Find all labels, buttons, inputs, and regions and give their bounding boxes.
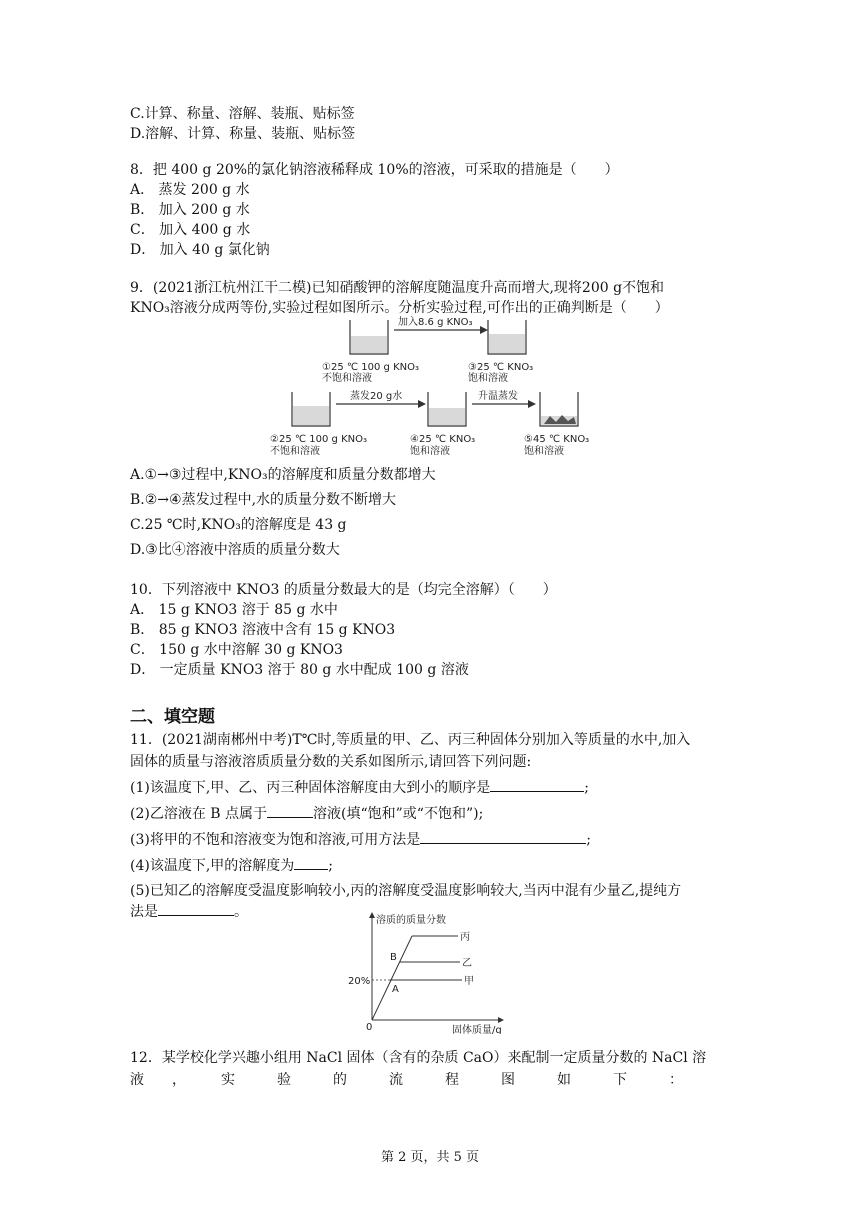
q10-option-b: B． 85 g KNO3 溶液中含有 15 g KNO3 — [130, 622, 396, 638]
q11-part-1 — [130, 777, 589, 798]
q11-part-2-blank[interactable] — [267, 803, 313, 818]
point-a-label: A — [392, 984, 399, 995]
beaker-4-label-1: ④25 ℃ KNO₃ — [410, 434, 476, 445]
x-axis-label: 固体质量/g — [452, 1025, 502, 1034]
option-c-prev: C.计算、称量、溶解、装瓶、贴标签 — [130, 106, 355, 122]
arrow-3-label: 升温蒸发 — [478, 391, 518, 402]
q11-graph — [340, 910, 520, 1034]
q9-option-d: D.③比④溶液中溶质的质量分数大 — [130, 542, 340, 558]
origin-label: 0 — [366, 1022, 373, 1033]
q11-part-4-blank[interactable] — [294, 855, 328, 870]
q11-part-3-text: (3)将甲的不饱和溶液变为饱和溶液,可用方法是 — [130, 832, 421, 848]
option-d-prev: D.溶解、计算、称量、装瓶、贴标签 — [130, 126, 356, 142]
beaker-2 — [292, 392, 330, 426]
q12-line-1: 12．某学校化学兴趣小组用 NaCl 固体（含有的杂质 CaO）来配制一定质量分数的 NaCl 溶 — [130, 1050, 707, 1066]
q8-option-b: B． 加入 200 g 水 — [130, 202, 250, 218]
q10-option-a: A． 15 g KNO3 溶于 85 g 水中 — [130, 602, 338, 618]
q11-part-3 — [130, 829, 591, 850]
beaker-5 — [540, 392, 578, 426]
beaker-3-label-2: 饱和溶液 — [468, 373, 508, 384]
q9-option-b: B.②→④蒸发过程中,水的质量分数不断增大 — [130, 492, 397, 508]
q11-part-2-text-a: (2)乙溶液在 B 点属于 — [130, 806, 268, 822]
point-b-label: B — [390, 952, 397, 963]
q11-part-5-blank[interactable] — [158, 901, 234, 916]
q11-part-5a: (5)已知乙的溶解度受温度影响较小,丙的溶解度受温度影响较大,当丙中混有少量乙,提纯方 — [130, 883, 682, 899]
q11-part-3-end: ; — [586, 832, 591, 848]
q11-stem-1: 11．(2021湖南郴州中考)T℃时,等质量的甲、乙、丙三种固体分别加入等质量的水中,加入 — [130, 732, 691, 748]
q11-part-4 — [130, 855, 333, 876]
beaker-2-label-2: 不饱和溶液 — [270, 446, 320, 457]
q12-line-2: 液 ， 实 验 的 流 程 图 如 下 ： — [130, 1072, 683, 1088]
q11-part-4-end: ; — [328, 858, 333, 874]
beaker-3 — [488, 320, 526, 354]
y-tick-20: 20% — [348, 976, 371, 987]
label-bing: 丙 — [460, 932, 470, 943]
q8-option-d: D． 加入 40 g 氯化钠 — [130, 242, 270, 258]
label-jia: 甲 — [464, 976, 474, 987]
q11-part-2 — [130, 803, 483, 824]
q8-stem: 8．把 400 g 20%的氯化钠溶液稀释成 10%的溶液，可采取的措施是（ ） — [130, 162, 619, 178]
beaker-5-label-2: 饱和溶液 — [524, 446, 564, 457]
beaker-4-label-2: 饱和溶液 — [410, 446, 450, 457]
arrow-2-label: 蒸发20 g水 — [350, 391, 403, 402]
q11-stem-2: 固体的质量与溶液溶质质量分数的关系如图所示,请回答下列问题: — [130, 754, 532, 770]
q11-part-2-text-b: 溶液(填“饱和”或“不饱和”); — [313, 806, 484, 822]
beaker-1-label-1: ①25 ℃ 100 g KNO₃ — [322, 362, 419, 373]
q11-part-5b-text: 法是 — [130, 904, 158, 920]
beaker-2-label-1: ②25 ℃ 100 g KNO₃ — [270, 434, 367, 445]
beaker-1-label-2: 不饱和溶液 — [322, 373, 372, 384]
q11-part-4-text: (4)该温度下,甲的溶解度为 — [130, 858, 295, 874]
beaker-4 — [428, 392, 466, 426]
y-axis-label: 溶质的质量分数 — [376, 915, 446, 926]
q8-option-a: A． 蒸发 200 g 水 — [130, 182, 250, 198]
q11-part-5-end: 。 — [234, 904, 248, 920]
arrow-1-label: 加入8.6 g KNO₃ — [398, 317, 473, 328]
q9-option-c: C.25 ℃时,KNO₃的溶解度是 43 g — [130, 517, 347, 533]
q11-part-1-blank[interactable] — [490, 777, 584, 792]
section-heading: 二、填空题 — [130, 707, 215, 727]
q10-stem: 10．下列溶液中 KNO3 的质量分数最大的是（均完全溶解）（ ） — [130, 582, 557, 598]
q9-stem-1: 9．(2021浙江杭州江干二模)已知硝酸钾的溶解度随温度升高而增大,现将200 g不饱和 — [130, 280, 665, 296]
curve-bing-rise — [372, 936, 412, 1020]
page-footer: 第 2 页，共 5 页 — [380, 1150, 480, 1165]
q11-part-5b — [130, 901, 248, 922]
q10-option-c: C． 150 g 水中溶解 30 g KNO3 — [130, 642, 343, 658]
q10-option-d: D． 一定质量 KNO3 溶于 80 g 水中配成 100 g 溶液 — [130, 662, 469, 678]
q9-experiment-figure — [260, 312, 620, 462]
label-yi: 乙 — [462, 958, 472, 969]
beaker-1 — [350, 320, 388, 354]
q9-option-a: A.①→③过程中,KNO₃的溶解度和质量分数都增大 — [130, 467, 436, 483]
q9-stem-2: KNO₃溶液分成两等份,实验过程如图所示。分析实验过程,可作出的正确判断是（ ） — [130, 300, 669, 316]
q8-option-c: C． 加入 400 g 水 — [130, 222, 251, 238]
q11-part-3-blank[interactable] — [420, 829, 586, 844]
q11-part-1-end: ; — [584, 780, 589, 796]
q11-part-1-text: (1)该温度下,甲、乙、丙三种固体溶解度由大到小的顺序是 — [130, 780, 491, 796]
beaker-5-label-1: ⑤45 ℃ KNO₃ — [524, 434, 590, 445]
beaker-3-label-1: ③25 ℃ KNO₃ — [468, 362, 534, 373]
